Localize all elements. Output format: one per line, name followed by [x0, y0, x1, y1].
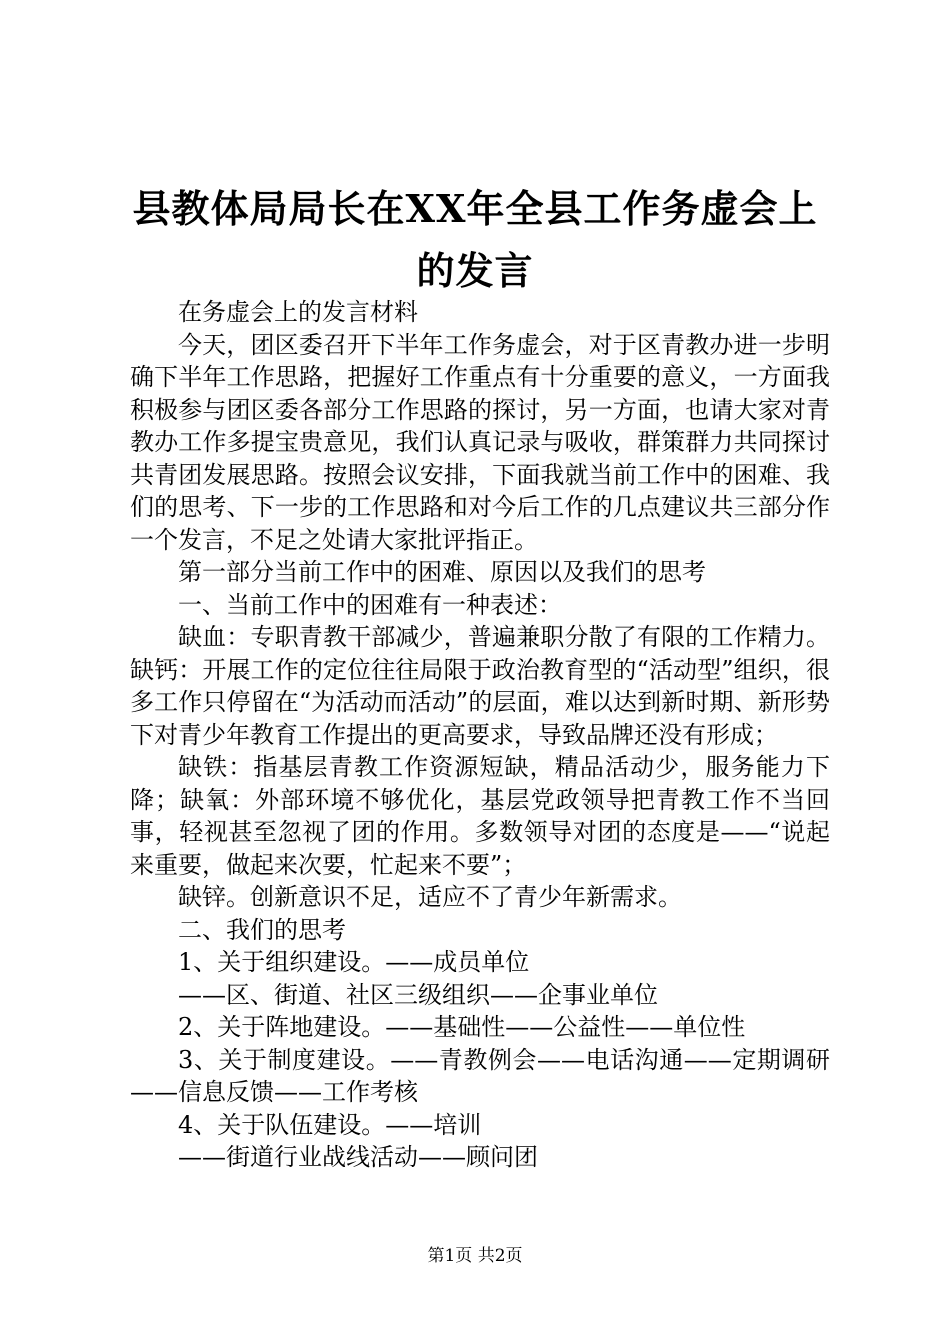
document-body: [130, 296, 830, 1174]
paragraph-blood-calcium: 缺血：专职青教干部减少，普遍兼职分散了有限的工作精力。缺钙：开展工作的定位往往局限于政治教育型的“活动型”组织，很多工作只停留在“为活动而活动”的层面，难以达到新时期、新形势下对青少年教育工作提出的更高要求，导致品牌还没有形成；: [130, 623, 830, 749]
paragraph-zinc: 缺锌。创新意识不足，适应不了青少年新需求。: [178, 883, 682, 911]
paragraph-system: 3、关于制度建设。——青教例会——电话沟通——定期调研——信息反馈——工作考核: [130, 1045, 830, 1106]
paragraph-section-two-heading: 二、我们的思考: [178, 915, 346, 944]
paragraph-organization-levels: ——区、街道、社区三级组织——企事业单位: [178, 980, 658, 1009]
paragraph-intro: 今天，团区委召开下半年工作务虚会，对于区青教办进一步明确下半年工作思路，把握好工作重点有十分重要的意义，一方面我积极参与团区委各部分工作思路的探讨，另一方面，也请大家对青教办工作多提宝贵意见，我们认真记录与吸收，群策群力共同探讨共青团发展思路。按照会议安排，下面我就当前工作中的困难、我们的思考、下一步的工作思路和对今后工作的几点建议共三部分作一个发言，不足之处请大家批评指正。: [130, 330, 830, 554]
document-title: 县教体局局长在XX年全县工作务虚会上的发言: [132, 186, 818, 293]
paragraph-part-one-heading: 第一部分当前工作中的困难、原因以及我们的思考: [178, 558, 706, 586]
paragraph-iron-oxygen: 缺铁：指基层青教工作资源短缺，精品活动少，服务能力下降；缺氧：外部环境不够优化，基层党政领导把青教工作不当回事，轻视甚至忽视了团的作用。多数领导对团的态度是——“说起来重要，做起来次要，忙起来不要”；: [130, 753, 830, 879]
paragraph-venue: 2、关于阵地建设。——基础性——公益性——单位性: [178, 1013, 746, 1041]
paragraph-section-one-heading: 一、当前工作中的困难有一种表述：: [178, 590, 562, 619]
paragraph-team-activities: ——街道行业战线活动——顾问团: [178, 1143, 538, 1171]
page-footer: 第1页 共2页: [427, 1246, 523, 1266]
paragraph-subtitle: 在务虚会上的发言材料: [178, 298, 418, 326]
paragraph-organization: 1、关于组织建设。——成员单位: [178, 948, 530, 976]
paragraph-team: 4、关于队伍建设。——培训: [178, 1110, 482, 1139]
